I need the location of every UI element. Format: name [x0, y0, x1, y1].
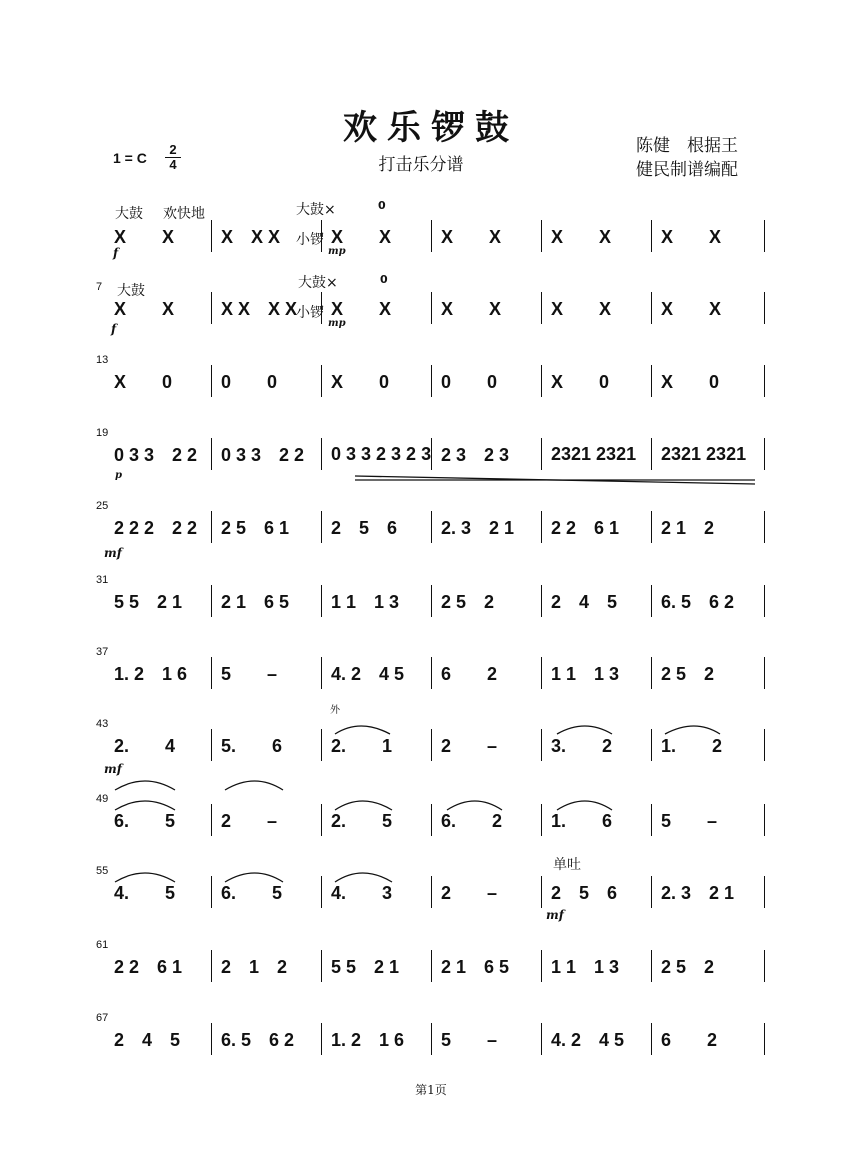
measure: X 0 — [331, 372, 390, 392]
measure: 2 1 6 5 — [441, 957, 510, 977]
measure: 2 5 6 — [551, 883, 618, 903]
measure: 2 3 2 3 — [441, 445, 510, 465]
slur — [335, 873, 392, 882]
slur — [665, 726, 720, 734]
slur — [557, 726, 612, 734]
measure: 5 – — [661, 811, 718, 831]
measure: 5 5 2 1 — [114, 592, 183, 612]
slur — [335, 726, 390, 734]
measure: 1 1 1 3 — [551, 664, 620, 684]
measure: 2 1 6 5 — [221, 592, 290, 612]
measure: X X — [551, 227, 612, 247]
measure: 2321 2321 — [551, 443, 637, 464]
measure-number: 25 — [96, 500, 109, 512]
measure: 1. 6 — [551, 811, 613, 831]
slur — [557, 801, 612, 810]
time-top: 2 — [169, 142, 177, 157]
measure-number: 43 — [96, 718, 109, 730]
measure: 2 5 6 1 — [221, 518, 290, 538]
measure: 3. 2 — [551, 736, 613, 756]
measure: X X X X — [221, 299, 298, 319]
measure: X X — [114, 227, 175, 247]
dynamic-mf-3: mf — [546, 908, 564, 922]
slur — [225, 873, 283, 882]
measure: X 0 — [661, 372, 720, 392]
measure: 2 5 6 — [331, 518, 398, 538]
measure: 6 2 — [441, 664, 498, 684]
measure-number: 37 — [96, 646, 109, 658]
label-xiaoluo-1: 小锣 — [296, 232, 324, 248]
measure: 4. 2 4 5 — [331, 664, 405, 684]
measure: 2. 1 — [331, 736, 393, 756]
measure-number: 13 — [96, 354, 109, 366]
measure: 6 2 — [661, 1030, 718, 1050]
measure: 0 3 3 2 2 — [221, 445, 305, 465]
measure: 2 1 2 — [221, 957, 288, 977]
label-dagu: 大鼓 — [115, 206, 143, 222]
measure: 2 – — [441, 883, 498, 903]
slur — [447, 801, 502, 810]
measure: 6. 5 6 2 — [221, 1030, 295, 1050]
page-subtitle: 打击乐分谱 — [378, 155, 464, 175]
measure: 0 0 — [441, 372, 498, 392]
measure: 6. 5 — [221, 883, 283, 903]
measure: 2 2 6 1 — [114, 957, 183, 977]
measure: X 0 — [114, 372, 173, 392]
measure: X X — [441, 227, 502, 247]
measure: 1 1 1 3 — [331, 592, 400, 612]
measure-number: 7 — [96, 281, 103, 293]
measure: X X — [331, 227, 392, 247]
measure: 2. 5 — [331, 811, 393, 831]
measure: 4. 2 4 5 — [551, 1030, 625, 1050]
time-bottom: 4 — [169, 157, 177, 172]
measure: X X — [661, 227, 722, 247]
measure-number: 61 — [96, 939, 109, 951]
slur — [115, 781, 175, 790]
measure: 4. 3 — [331, 883, 393, 903]
measure: 2 2 6 1 — [551, 518, 620, 538]
slur — [335, 801, 392, 810]
measure: 2 5 2 — [441, 592, 495, 612]
label-dagu-x-1: 大鼓× — [296, 202, 336, 218]
label-zero-1: 0 — [378, 199, 386, 212]
label-tempo: 欢快地 — [163, 206, 205, 222]
measure-number: 19 — [96, 427, 109, 439]
measure: 0 3 3 2 2 — [114, 445, 198, 465]
measure: 5 – — [441, 1030, 498, 1050]
measure: 5 – — [221, 664, 278, 684]
measure: 0 0 — [221, 372, 278, 392]
measure-number: 67 — [96, 1012, 109, 1024]
dynamic-mf-1: mf — [104, 546, 122, 560]
label-danchui: 单吐 — [553, 857, 581, 873]
measure: X X — [551, 299, 612, 319]
measure-number: 49 — [96, 793, 109, 805]
measure: 2 4 5 — [551, 592, 618, 612]
measure: 2 5 2 — [661, 664, 715, 684]
slur — [115, 873, 175, 882]
measure: 2 5 2 — [661, 957, 715, 977]
measure: X 0 — [551, 372, 610, 392]
arranger-line-1: 陈健 根据王 — [636, 136, 738, 156]
slur — [115, 801, 175, 810]
dynamic-mp-1: mp — [328, 246, 346, 257]
slur — [225, 781, 283, 790]
measure: 1. 2 1 6 — [114, 664, 188, 684]
measure: X X — [661, 299, 722, 319]
measure: X X — [114, 299, 175, 319]
measure: 1 1 1 3 — [551, 957, 620, 977]
measure: 6. 5 6 2 — [661, 592, 735, 612]
dynamic-f-1: f — [113, 246, 119, 260]
measure: 5. 6 — [221, 736, 283, 756]
measure: 4. 5 — [114, 883, 176, 903]
dynamic-f-2: f — [111, 322, 117, 336]
measure: 0 3 3 2 3 2 3 — [331, 443, 432, 464]
label-dagu-x-2: 大鼓× — [298, 275, 338, 291]
dynamic-p: p — [115, 470, 122, 481]
measure: 6. 2 — [441, 811, 503, 831]
dynamic-mp-2: mp — [328, 318, 346, 329]
page-number: 第1页 — [415, 1083, 447, 1097]
measure-number: 31 — [96, 574, 109, 586]
measure: 2 1 2 — [661, 518, 715, 538]
measure: 2 2 2 2 2 — [114, 518, 198, 538]
measure: 6. 5 — [114, 811, 176, 831]
measure: 1. 2 — [661, 736, 723, 756]
label-wai: 外 — [330, 705, 340, 716]
key-signature: 1 = C — [113, 150, 147, 166]
measure: X X — [331, 299, 392, 319]
measure: 2 4 5 — [114, 1030, 181, 1050]
measure: 2. 4 — [114, 736, 176, 756]
measure: 2 – — [441, 736, 498, 756]
measure: 2 – — [221, 811, 278, 831]
label-dagu-2: 大鼓 — [117, 283, 145, 299]
arranger-line-2: 健民制谱编配 — [636, 160, 738, 180]
measure: X X X — [221, 227, 281, 247]
dynamic-mf-2: mf — [104, 762, 122, 776]
label-xiaoluo-2: 小锣 — [296, 305, 324, 321]
measure: 2. 3 2 1 — [661, 883, 735, 903]
measure: 2321 2321 — [661, 443, 747, 464]
measure: 1. 2 1 6 — [331, 1030, 405, 1050]
measure: 2. 3 2 1 — [441, 518, 515, 538]
page-title: 欢乐锣鼓 — [343, 108, 519, 148]
measure-number: 55 — [96, 865, 109, 877]
measure: 5 5 2 1 — [331, 957, 400, 977]
measure: X X — [441, 299, 502, 319]
label-zero-2: 0 — [380, 273, 388, 286]
